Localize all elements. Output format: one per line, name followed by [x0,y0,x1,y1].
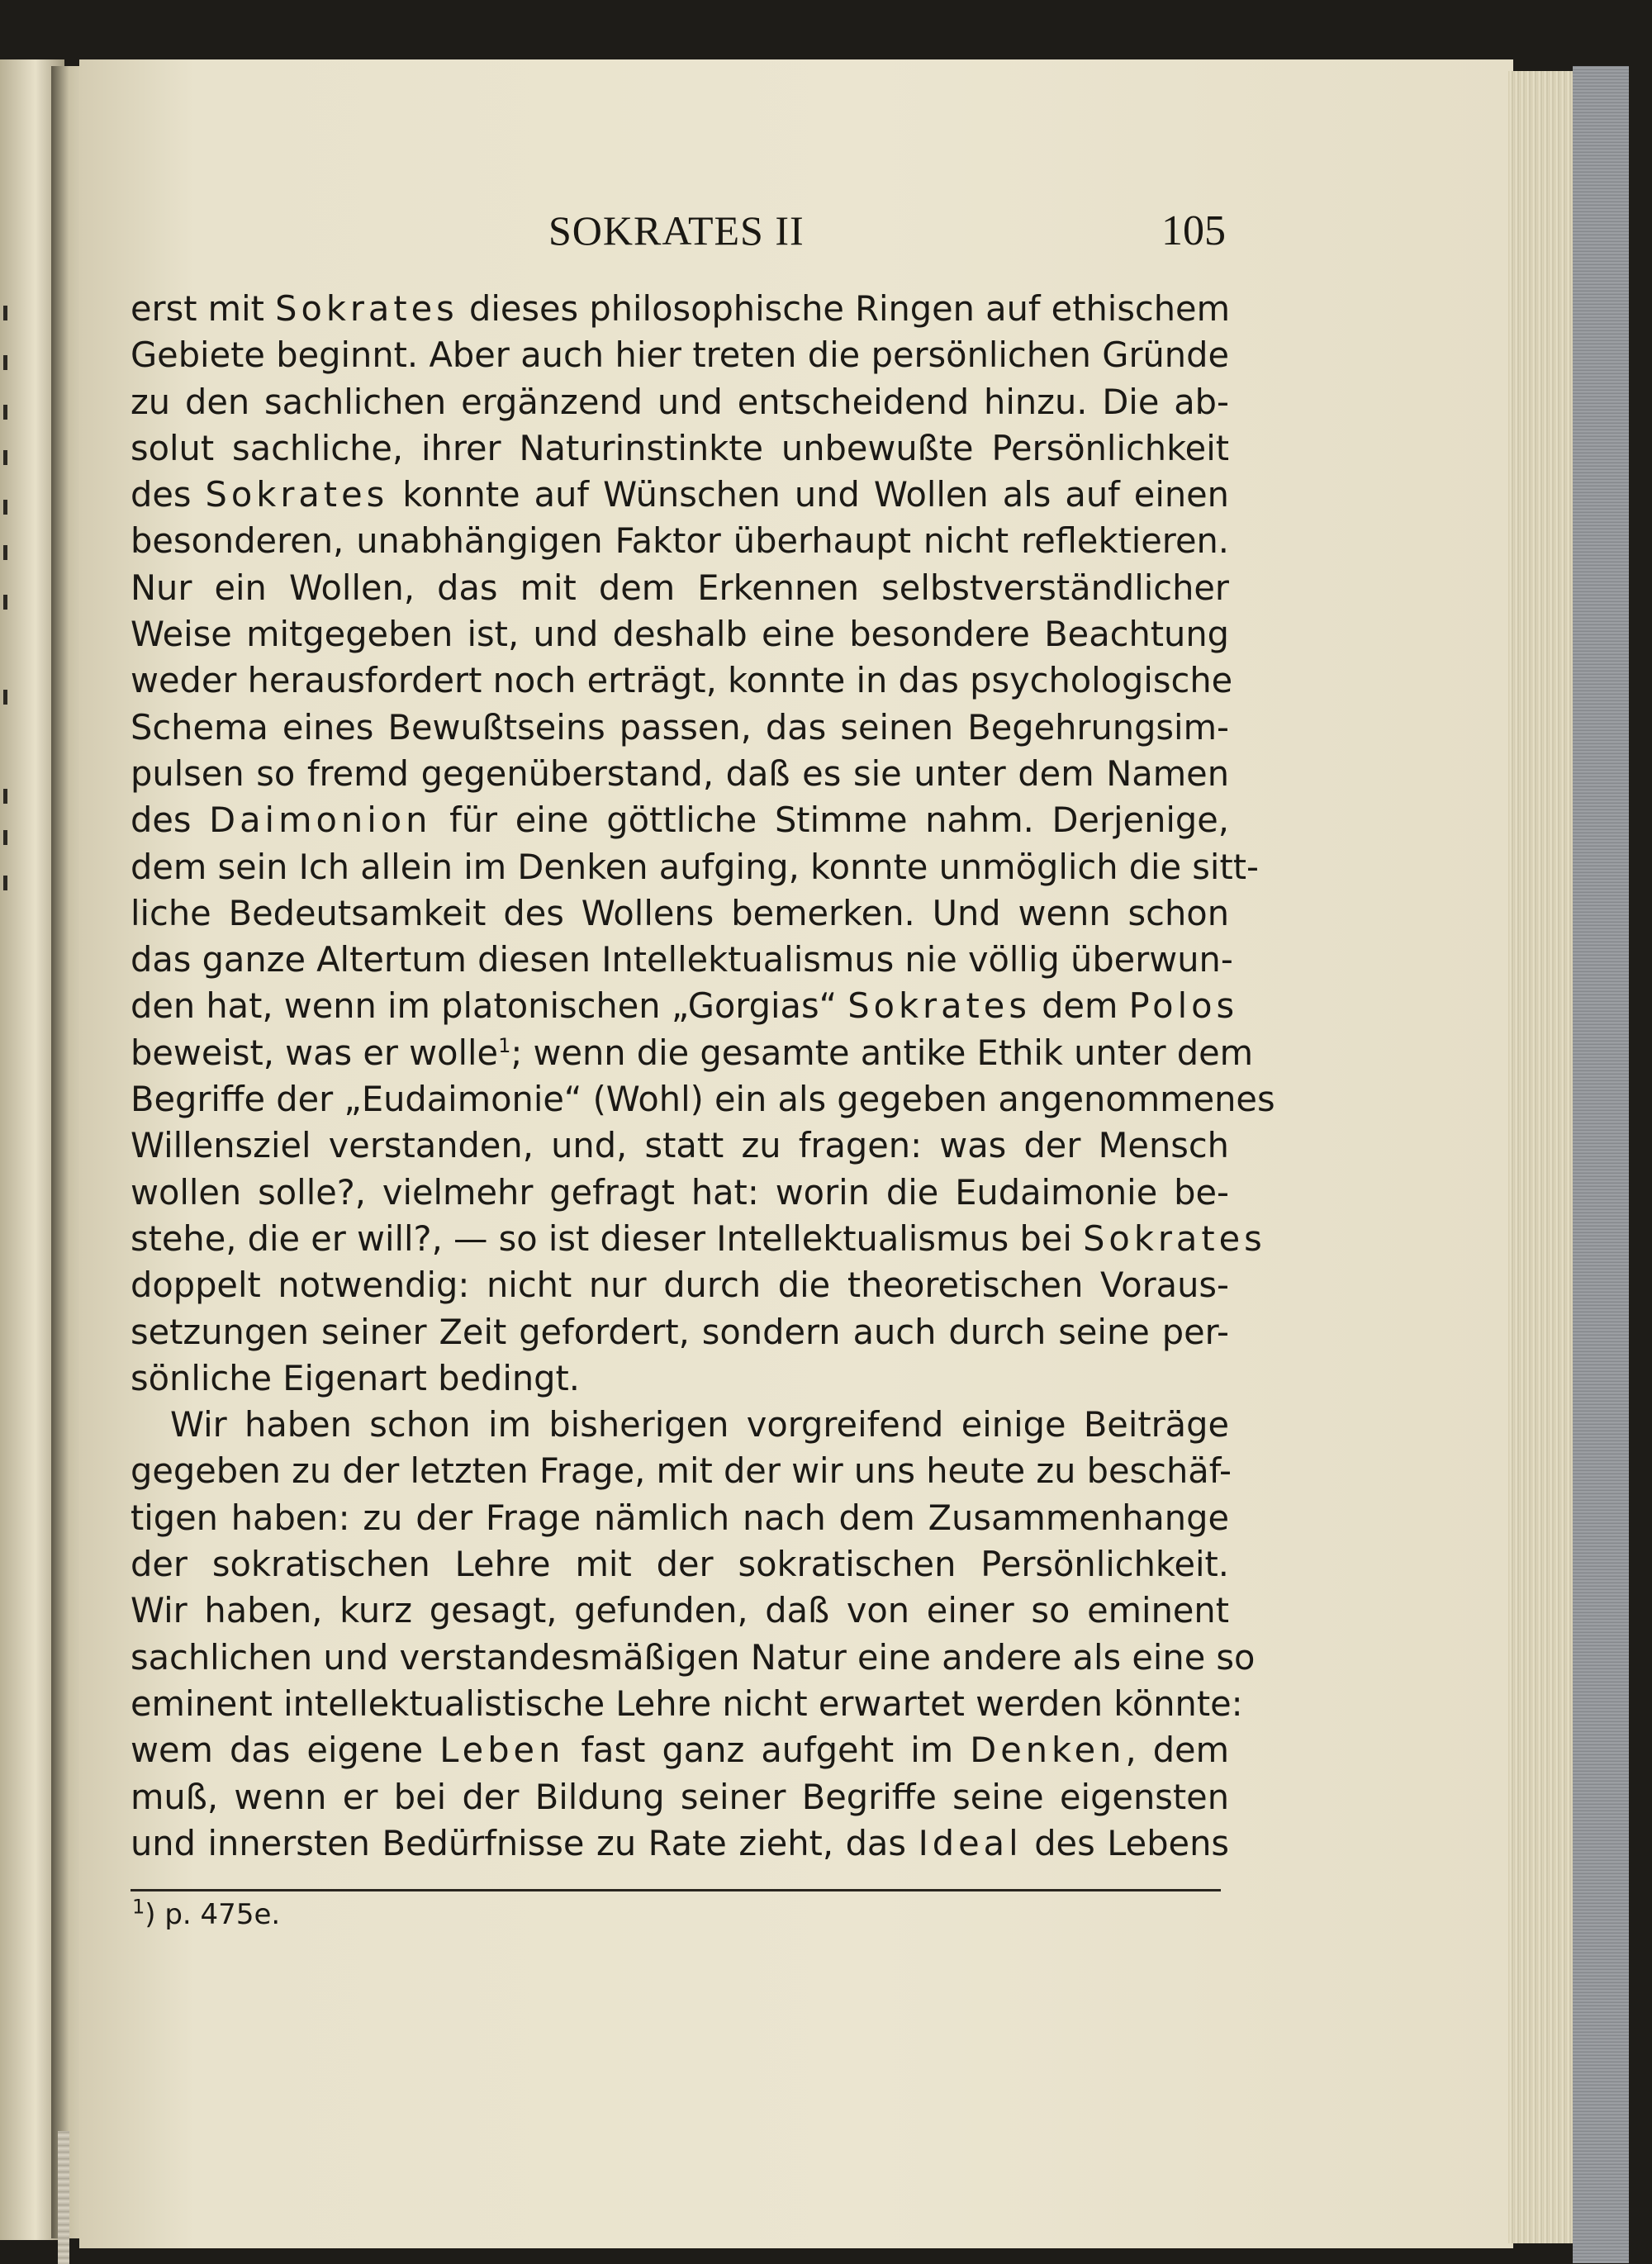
text-line [131,1076,1275,1123]
book-cover [1573,66,1629,2263]
spaced-emphasis: Denken [970,1730,1126,1771]
text-run: besonderen, unabhängigen Faktor überhaupt nicht reflektieren. [131,520,1229,562]
text-line [131,332,1229,378]
spaced-emphasis: Sokrates [1083,1217,1266,1259]
text-run: Nur ein Wollen, das mit dem Erkennen selbstverständlicher [131,567,1229,608]
text-run: dem sein Ich allein im Denken aufging, konnte unmöglich die sitt- [131,846,1259,887]
text-run: Wir haben, kurz gesagt, gefunden, daß von einer so eminent [131,1590,1229,1631]
footnote-text: ) p. 475e. [145,1898,281,1931]
text-run: des Lebens [1022,1822,1229,1863]
text-run: des [131,800,210,841]
spaced-emphasis: Ideal [918,1822,1023,1863]
footnote-rule [131,1889,1221,1891]
text-line [131,1448,1232,1494]
text-run: setzungen seiner Zeit gefordert, sondern auch durch seine per- [131,1311,1229,1352]
text-run: doppelt notwendig: nicht nur durch die theoretischen Voraus- [131,1265,1229,1306]
text-run: liche Bedeutsamkeit des Wollens bemerken. Und wenn schon [131,892,1229,933]
text-line [131,937,1233,983]
text-run: eminent intellektualistische Lehre nicht erwartet werden könnte: [131,1683,1243,1724]
bookmark-ribbon [58,2131,69,2264]
text-line [131,1262,1229,1308]
text-run: muß, wenn er bei der Bildung seiner Begriffe seine eigensten [131,1776,1229,1817]
page-edges [1508,71,1578,2243]
footnote-reference: 1 [498,1033,511,1057]
text-line [131,1495,1229,1541]
text-run: Schema eines Bewußtseins passen, das seinen Begehrungsim- [131,706,1229,748]
text-line [131,1635,1256,1681]
text-run: der sokratischen Lehre mit der sokratischen Persönlichkeit. [131,1544,1229,1585]
text-line [131,1541,1229,1588]
text-run: den hat, wenn im platonischen „Gorgias“ [131,985,848,1027]
text-run: konnte auf Wünschen und Wollen als auf einen [388,474,1229,515]
running-head: SOKRATES II [548,207,805,254]
text-run: Willensziel verstanden, und, statt zu fragen: was der Mensch [131,1125,1229,1166]
text-line [131,518,1229,564]
text-run: beweist, was er wolle [131,1032,499,1073]
text-line [131,1216,1266,1262]
spaced-emphasis: Polos [1128,985,1239,1027]
text-line [131,472,1229,518]
text-run: Weise mitgegeben ist, und deshalb eine besondere Beachtung [131,614,1229,655]
text-line [131,1123,1229,1169]
spaced-emphasis: Daimonion [209,800,432,841]
spaced-emphasis: Sokrates [847,985,1031,1027]
text-line [131,1309,1229,1355]
footnote [132,1895,281,1931]
page-number: 105 [1161,207,1226,254]
spaced-emphasis: Sokrates [275,288,458,329]
text-run: dieses philosophische Ringen auf ethischem [458,288,1231,329]
text-run: Wir haben schon im bisherigen vorgreifend einige Beiträge [170,1404,1229,1445]
text-run: sönliche Eigenart bedingt. [131,1357,580,1398]
text-run: pulsen so fremd gegenüberstand, daß es sie unter dem Namen [131,752,1229,794]
text-line [131,1170,1229,1216]
page-header [135,206,1226,264]
text-run: gegeben zu der letzten Frage, mit der wir uns heute zu beschäf- [131,1450,1232,1492]
text-run: dem [1030,985,1129,1027]
text-run: Gebiete beginnt. Aber auch hier treten die persönlichen Gründe [131,335,1229,376]
text-line [131,611,1229,657]
text-line [131,844,1259,890]
text-line [131,1355,1229,1402]
text-run: stehe, die er will?, — so ist dieser Intellektualismus bei [131,1217,1084,1259]
text-run: fast ganz aufgeht im [564,1730,971,1771]
text-run: weder herausfordert noch erträgt, konnte in das psychologische [131,660,1233,701]
text-line [131,379,1229,425]
text-line [131,1588,1229,1634]
text-run: wollen solle?, vielmehr gefragt hat: worin die Eudaimonie be- [131,1171,1229,1213]
text-run: und innersten Bedürfnisse zu Rate zieht, das [131,1822,919,1863]
text-run: solut sachliche, ihrer Naturinstinkte unbewußte Persönlichkeit [131,427,1229,468]
spaced-emphasis: Leben [439,1730,565,1771]
text-run: , dem [1125,1730,1229,1771]
text-line [131,286,1229,332]
body-text [131,286,1275,1867]
text-run: des [131,474,206,515]
text-line [131,1681,1243,1727]
text-run: Begriffe der „Eudaimonie“ (Wohl) ein als gegeben angenommenes [131,1079,1275,1120]
text-run: wem das eigene [131,1730,440,1771]
text-line [131,1774,1229,1820]
text-line [131,1727,1229,1773]
text-run: zu den sachlichen ergänzend und entscheidend hinzu. Die ab- [131,381,1229,422]
text-line [131,1402,1229,1448]
text-run: für eine göttliche Stimme nahm. Derjenige, [431,800,1229,841]
text-run: das ganze Altertum diesen Intellektualismus nie völlig überwun- [131,939,1233,980]
text-run: sachlichen und verstandesmäßigen Natur eine andere als eine so [131,1636,1256,1678]
text-line [131,890,1229,937]
text-run: tigen haben: zu der Frage nämlich nach dem Zusammenhange [131,1497,1229,1538]
text-line [131,657,1233,704]
text-run: ; wenn die gesamte antike Ethik unter dem [510,1032,1254,1073]
text-line [131,797,1229,843]
text-line [131,705,1229,751]
text-line [131,1820,1229,1867]
text-line [131,983,1239,1029]
text-line [131,565,1229,611]
text-run: erst mit [131,288,276,329]
footnote-marker: 1 [132,1895,145,1919]
spaced-emphasis: Sokrates [205,474,389,515]
text-line [131,425,1229,472]
text-line [131,751,1229,797]
text-line [131,1030,1254,1076]
